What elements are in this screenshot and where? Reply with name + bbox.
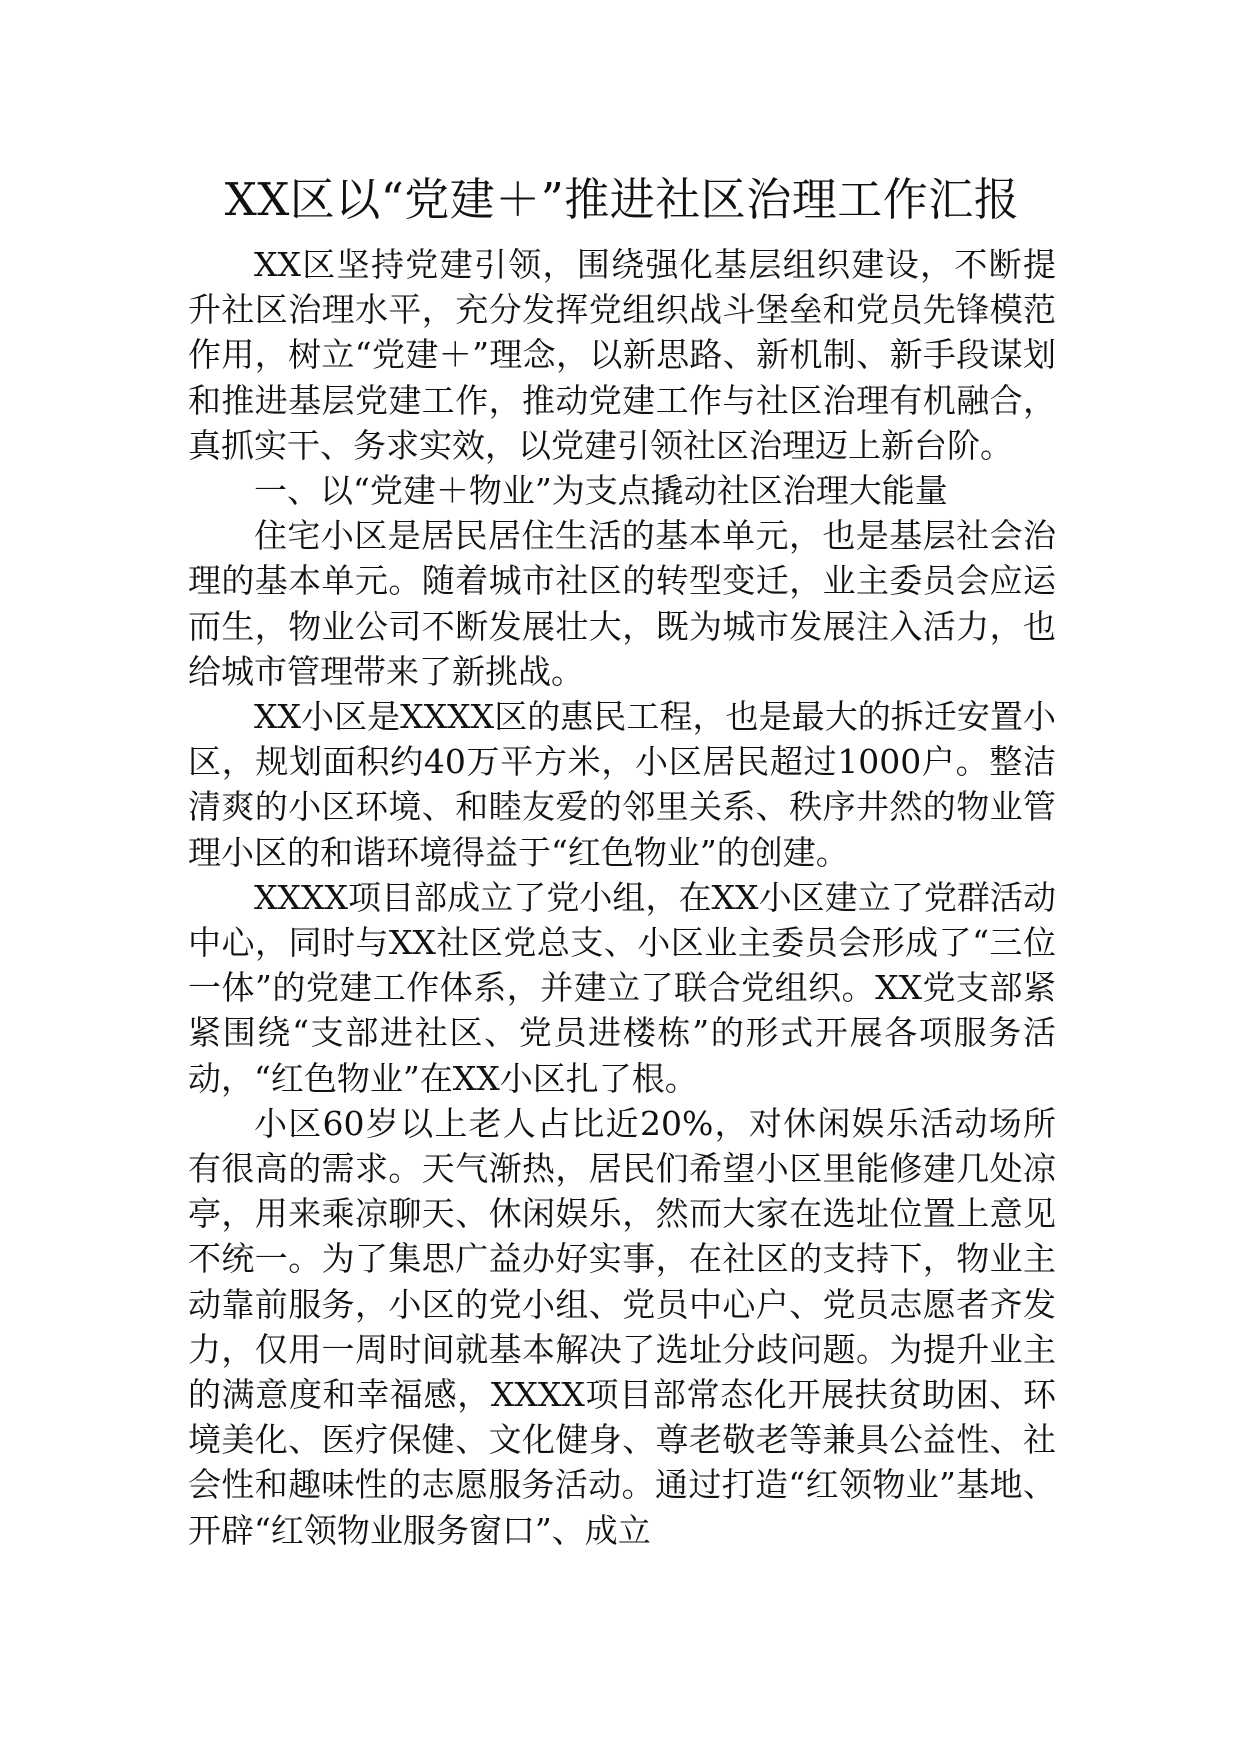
section-1-paragraph-1: 住宅小区是居民居住生活的基本单元，也是基层社会治理的基本单元。随着城市社区的转型变迁，业主委员会应运而生，物业公司不断发展壮大，既为城市发展注入活力，也给城市管理带来了新挑战。 [188,516,1056,691]
section-1-paragraph-4: 小区60岁以上老人占比近20%，对休闲娱乐活动场所有很高的需求。天气渐热，居民们希望小区里能修建几处凉亭，用来乘凉聊天、休闲娱乐，然而大家在选址位置上意见不统一。为了集思广益办好实事，在社区的支持下，物业主动靠前服务，小区的党小组、党员中心户、党员志愿者齐发力，仅用一周时间就基本解决了选址分歧问题。为提升业主的满意度和幸福感，XXXX项目部常态化开展扶贫助困、环境美化、医疗保健、文化健身、尊老敬老等兼具公益性、社会性和趣味性的志愿服务活动。通过打造“红领物业”基地、开辟“红领物业服务窗口”、成立 [188,1103,1056,1550]
section-1-paragraph-2: XX小区是XXXX区的惠民工程，也是最大的拆迁安置小区，规划面积约40万平方米，小区居民超过1000户。整洁清爽的小区环境、和睦友爱的邻里关系、秩序井然的物业管理小区的和谐环境得益于“红色物业”的创建。 [188,697,1056,872]
section-1-paragraph-3: XXXX项目部成立了党小组，在XX小区建立了党群活动中心，同时与XX社区党总支、小区业主委员会形成了“三位一体”的党建工作体系，并建立了联合党组织。XX党支部紧紧围绕“支部进社区、党员进楼栋”的形式开展各项服务活动，“红色物业”在XX小区扎了根。 [188,877,1056,1098]
section-1-heading: 一、以“党建＋物业”为支点撬动社区治理大能量 [254,471,948,511]
document-page [188,168,1056,1553]
document-title: XX区以“党建＋”推进社区治理工作汇报 [224,173,1020,226]
intro-paragraph: XX区坚持党建引领，围绕强化基层组织建设，不断提升社区治理水平，充分发挥党组织战斗堡垒和党员先锋模范作用，树立“党建＋”理念，以新思路、新机制、新手段谋划和推进基层党建工作，推动党建工作与社区治理有机融合，真抓实干、务求实效，以党建引领社区治理迈上新台阶。 [188,245,1056,465]
